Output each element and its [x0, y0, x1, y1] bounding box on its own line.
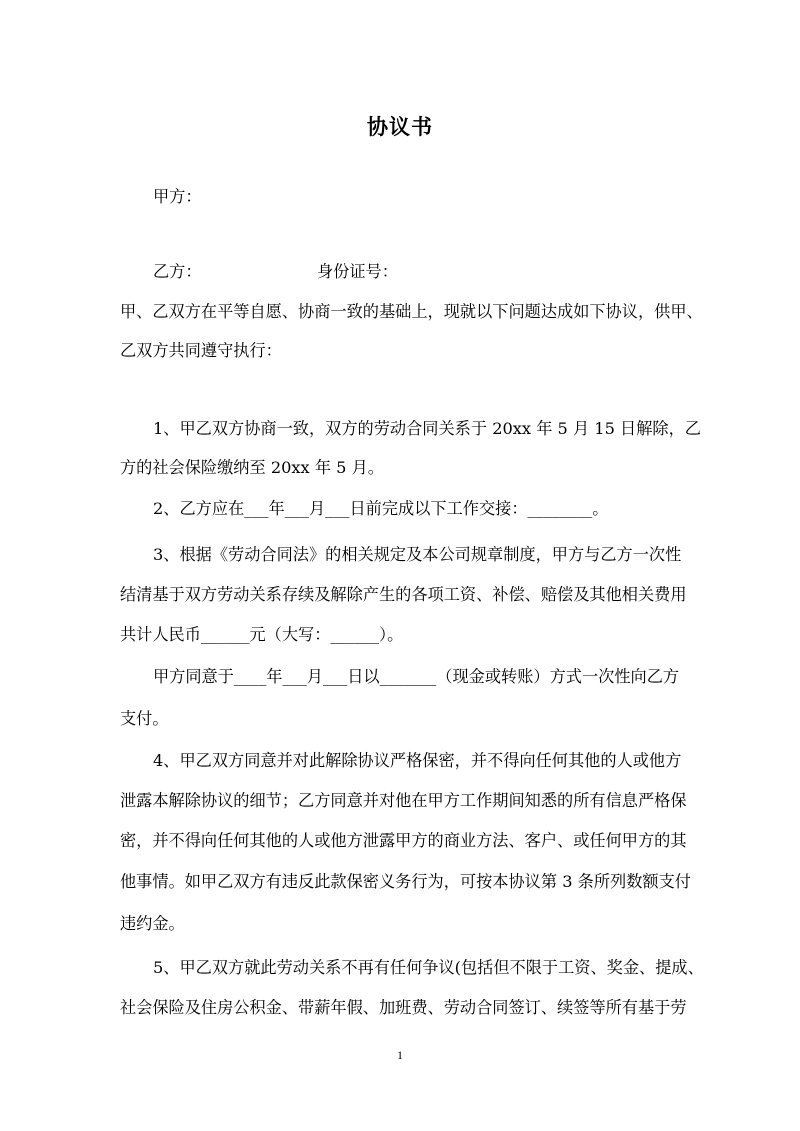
- party-a-label: 甲方：: [153, 187, 202, 206]
- clause-1-line-1: 1、甲乙双方协商一致，双方的劳动合同关系于 20xx 年 5 月 15 日解除，乙: [153, 419, 701, 438]
- clause-4-line-5: 违约金。: [120, 914, 185, 933]
- clause-2-line-1: 2、乙方应在___年___月___日前完成以下工作交接：________。: [153, 499, 609, 518]
- payment-line-1: 甲方同意于____年___月___日以_______（现金或转账）方式一次性向乙方: [153, 667, 680, 686]
- preamble-line-2: 乙双方共同遵守执行：: [120, 341, 282, 360]
- clause-1-line-2: 方的社会保险缴纳至 20xx 年 5 月。: [120, 458, 384, 477]
- clause-4-line-3: 密，并不得向任何其他的人或他方泄露甲方的商业方法、客户、或任何甲方的其: [120, 831, 687, 850]
- clause-4-line-2: 泄露本解除协议的细节；乙方同意并对他在甲方工作期间知悉的所有信息严格保: [120, 791, 687, 810]
- party-b-label: 乙方：: [153, 262, 202, 281]
- clause-5-line-2: 社会保险及住房公积金、带薪年假、加班费、劳动合同签订、续签等所有基于劳: [120, 998, 687, 1017]
- preamble-line-1: 甲、乙双方在平等自愿、协商一致的基础上，现就以下问题达成如下协议，供甲、: [120, 302, 703, 321]
- document-title: 协议书: [367, 114, 433, 139]
- id-number-label: 身份证号：: [317, 262, 398, 281]
- clause-4-line-1: 4、甲乙双方同意并对此解除协议严格保密，并不得向任何其他的人或他方: [153, 751, 682, 770]
- payment-line-2: 支付。: [120, 709, 169, 728]
- clause-3-line-1: 3、根据《劳动合同法》的相关规定及本公司规章制度，甲方与乙方一次性: [153, 545, 682, 564]
- clause-3-line-2: 结清基于双方劳动关系存续及解除产生的各项工资、补偿、赔偿及其他相关费用: [120, 585, 687, 604]
- page-number: 1: [397, 1048, 403, 1062]
- clause-3-line-3: 共计人民币______元（大写：______）。: [120, 625, 404, 644]
- clause-5-line-1: 5、甲乙双方就此劳动关系不再有任何争议(包括但不限于工资、奖金、提成、: [153, 958, 704, 977]
- clause-4-line-4: 他事情。如甲乙双方有违反此款保密义务行为，可按本协议第 3 条所列数额支付: [120, 872, 691, 891]
